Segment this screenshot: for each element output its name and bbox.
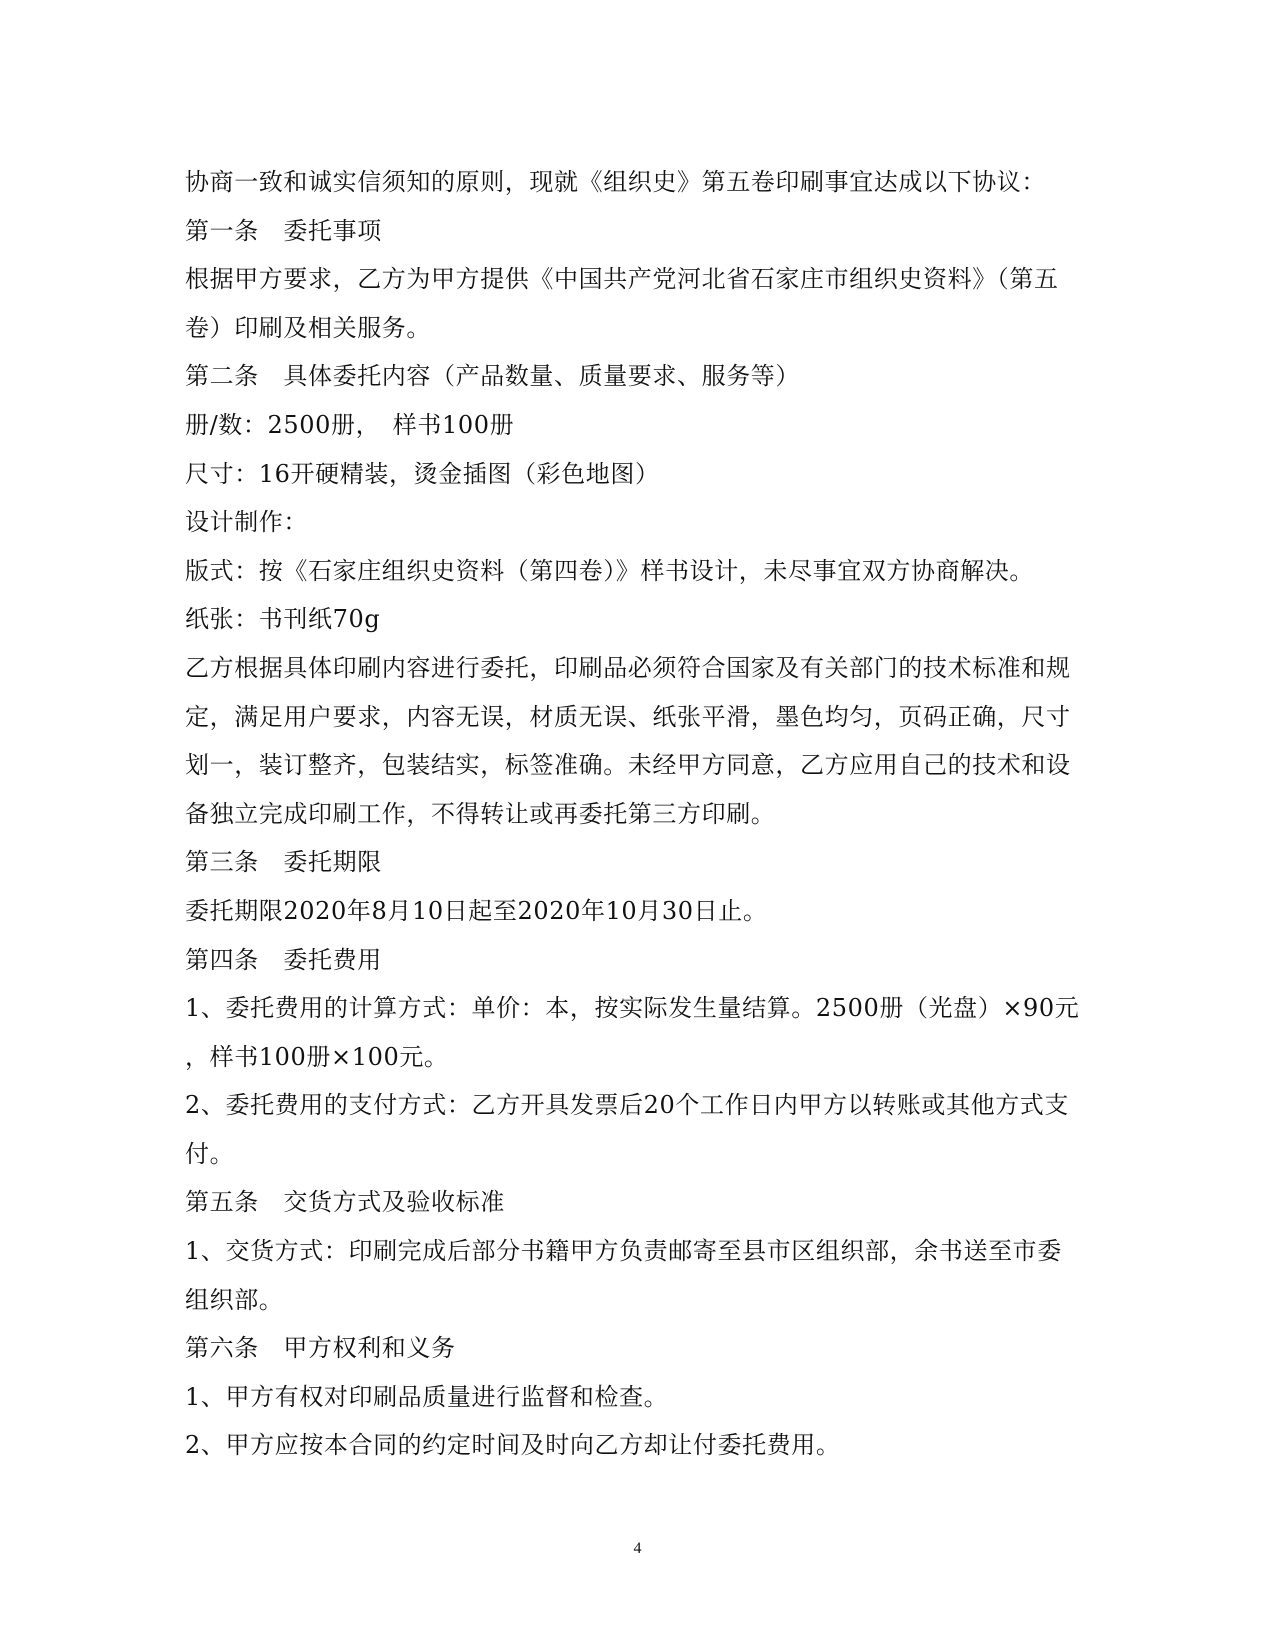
size-line: 尺寸：16开硬精装，烫金插图（彩色地图） xyxy=(185,459,660,488)
paragraph-line: 2、委托费用的支付方式：乙方开具发票后20个工作日内甲方以转账或其他方式支 xyxy=(185,1091,1070,1120)
page-number: 4 xyxy=(633,1540,642,1557)
paragraph-line: 1、委托费用的计算方式：单价：本，按实际发生量结算。2500册（光盘）×90元 xyxy=(185,994,1080,1023)
paragraph-line: 组织部。 xyxy=(185,1285,284,1314)
article-heading-1: 第一条 委托事项 xyxy=(185,216,382,245)
paragraph-line: 1、甲方有权对印刷品质量进行监督和检查。 xyxy=(185,1382,669,1411)
paper-line: 纸张：书刊纸70g xyxy=(185,605,381,634)
paragraph-line: ，样书100册×100元。 xyxy=(185,1042,449,1071)
design-line: 设计制作： xyxy=(185,508,308,537)
layout-line: 版式：按《石家庄组织史资料（第四卷）》样书设计，未尽事宜双方协商解决。 xyxy=(185,556,1034,585)
paragraph-line: 乙方根据具体印刷内容进行委托，印刷品必须符合国家及有关部门的技术标准和规 xyxy=(185,653,1071,682)
article-heading-5: 第五条 交货方式及验收标准 xyxy=(185,1188,505,1217)
paragraph-line: 协商一致和诚实信须知的原则，现就《组织史》第五卷印刷事宜达成以下协议： xyxy=(185,168,1046,196)
paragraph-line: 定，满足用户要求，内容无误，材质无误、纸张平滑，墨色均匀，页码正确，尺寸 xyxy=(185,702,1071,731)
article-heading-4: 第四条 委托费用 xyxy=(185,945,382,974)
article-heading-2: 第二条 具体委托内容（产品数量、质量要求、服务等） xyxy=(185,362,800,391)
paragraph-line: 付。 xyxy=(185,1139,235,1168)
paragraph-line: 委托期限2020年8月10日起至2020年10月30日止。 xyxy=(185,896,768,925)
quantity-line: 册/数：2500册， 样书100册 xyxy=(185,410,515,439)
paragraph-line: 备独立完成印刷工作，不得转让或再委托第三方印刷。 xyxy=(185,799,776,828)
paragraph-line: 卷）印刷及相关服务。 xyxy=(185,313,431,342)
article-heading-6: 第六条 甲方权利和义务 xyxy=(185,1334,456,1363)
paragraph-line: 2、甲方应按本合同的约定时间及时向乙方却让付委托费用。 xyxy=(185,1431,841,1460)
paragraph-line: 根据甲方要求，乙方为甲方提供《中国共产党河北省石家庄市组织史资料》（第五 xyxy=(185,265,1059,294)
paragraph-line: 1、交货方式：印刷完成后部分书籍甲方负责邮寄至县市区组织部，余书送至市委 xyxy=(185,1237,1062,1266)
document-body xyxy=(185,158,1090,1470)
paragraph-line: 划一，装订整齐，包装结实，标签准确。未经甲方同意，乙方应用自己的技术和设 xyxy=(185,751,1071,780)
article-heading-3: 第三条 委托期限 xyxy=(185,848,382,877)
